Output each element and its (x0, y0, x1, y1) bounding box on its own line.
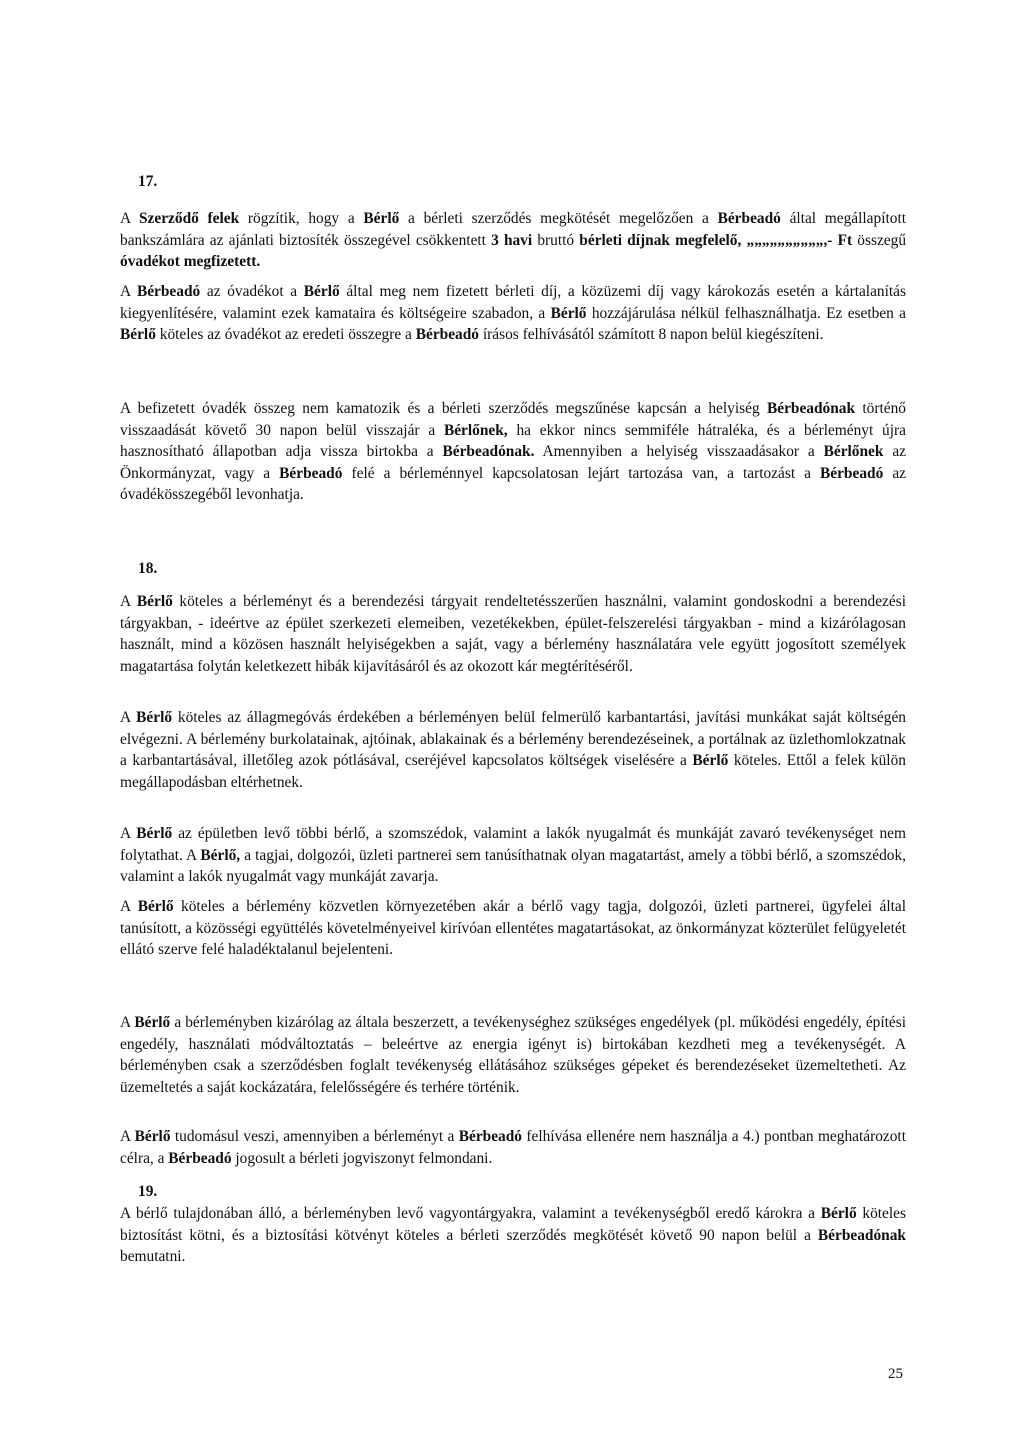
bold-term: Bérbeadó (820, 464, 884, 482)
section-18-paragraph-2 (120, 707, 906, 793)
section-19-paragraph-1 (120, 1203, 906, 1268)
text-run: jogosult a bérleti jogviszonyt felmondani. (231, 1149, 493, 1167)
text-run: A befizetett óvadék összeg nem kamatozik és a bérleti szerződés megszűnése kapcsán a helyiség (120, 400, 767, 417)
text-run: köteles biztosítást kötni, és a biztosítási kötvényt köteles a bérleti szerződés megkötését követő 90 napon belül a (120, 1205, 906, 1244)
text-run: Amennyiben a helyiség visszaadásakor a (534, 443, 824, 461)
bold-term: Bérlőnek, (443, 421, 508, 439)
text-run: a bérleti szerződés megkötését megelőzően a (399, 210, 718, 227)
text-run: A (120, 1128, 135, 1145)
text-run: a tagjai, dolgozói, üzleti partnerei sem tanúsíthatnak olyan magatartást, amely a többi bérlő, a szomszédok, valamint a lakók nyugalmát vagy munkáját zavarja. (120, 846, 907, 886)
text-run: az óvadékösszegéből levonhatja. (120, 464, 906, 504)
bold-term: Bérlő (820, 1205, 857, 1222)
bold-term: Bérbeadó (458, 1128, 523, 1145)
text-run: köteles a bérlemény közvetlen környezetében akár a bérlő vagy tagja, dolgozói, üzleti partnerei, ügyfelei által tanúsított, a közösségi együttélés követelményeivel kirívóan ellentétes magatartásokat, az önkormányzat közterület felügyeletét ellátó szerve felé haladéktalanul bejelenteni. (120, 898, 906, 959)
bold-term: Bérlő (136, 825, 173, 842)
bold-term: Bérlő (137, 898, 174, 915)
text-run: ha ekkor nincs semmiféle hátraléka, és a bérleményt újra hasznosítható állapotban adja vissza birtokba a (120, 421, 906, 461)
text-run: A (120, 210, 139, 227)
text-run: köteles. Ettől a felek külön megállapodásban eltérhetnek. (120, 752, 906, 791)
text-run: rögzítik, hogy a (239, 210, 364, 227)
section-17-paragraph-2 (120, 281, 906, 346)
bold-term: Bérlő (692, 752, 729, 770)
text-run: bemutatni. (120, 1248, 186, 1266)
text-run: köteles az óvadékot az eredeti összegre a (155, 326, 416, 344)
bold-term: Bérbeadó (717, 210, 781, 227)
text-run: hozzájárulása nélkül felhasználhatja. Ez esetben a (586, 304, 906, 322)
text-run: tudomásul veszi, amennyiben a bérleményt a (170, 1128, 459, 1145)
bold-term: 3 havi (491, 231, 533, 249)
text-run: által megállapított bankszámlára az ajánlati biztosíték összegével csökkentett (120, 210, 906, 249)
text-run: történő visszaadását követő 30 napon belül visszajár a (120, 400, 906, 439)
text-run: az óvadékot a (200, 283, 304, 300)
bold-term: Bérbeadó (168, 1149, 232, 1167)
bold-term: Bérlőnek (823, 443, 884, 461)
section-17-number: 17. (138, 173, 158, 190)
text-run: köteles az állagmegóvás érdekében a bérleményen belül felmerülő karbantartási, javítási munkákat saját költségén elvégezni. A bérlemény burkolatainak, ajtóinak, ablakainak és a bérlemény berendezéseinek, a portálnak az üzlethomlokzatnak a karbantartásával, illetőleg azok pótlásával, cseréjével kapcsolatos költségek viselésére a (120, 709, 906, 770)
text-run: által meg nem fizetett bérleti díj, a közüzemi díj vagy károkozás esetén a kártalanítás kiegyenlítésére, valamint ezek kamataira és költségeire szabadon, a (120, 283, 906, 322)
section-18-paragraph-5 (120, 1012, 906, 1098)
section-17-paragraph-3 (120, 398, 906, 506)
text-run: A (120, 1014, 135, 1031)
text-run: A (120, 709, 137, 726)
section-18-paragraph-6 (120, 1126, 906, 1169)
bold-term: Bérlő, (200, 846, 241, 864)
bold-term: Bérlő (303, 283, 340, 300)
text-run: az épületben levő többi bérlő, a szomszédok, valamint a lakók nyugalmát és munkáját zavaró tevékenységet nem folytathat. A (120, 825, 906, 864)
bold-term: Bérbeadónak (817, 1226, 906, 1244)
text-run: összegű (852, 231, 907, 249)
bold-term: Bérbeadó (136, 283, 201, 300)
text-run: felé a bérleménnyel kapcsolatosan lejárt tartozása van, a tartozást a (342, 464, 820, 482)
text-run: írásos felhívásától számított 8 napon belül kiegészíteni. (479, 326, 824, 344)
bold-term: Bérbeadó (415, 326, 479, 344)
text-run: az Önkormányzat, vagy a (120, 443, 906, 482)
text-run: A (120, 825, 137, 842)
bold-term: óvadékot megfizetett. (120, 253, 261, 271)
section-18-number: 18. (138, 560, 158, 577)
section-18-paragraph-1 (120, 591, 906, 677)
bold-term: Bérlő (134, 1128, 171, 1145)
page-number: 25 (888, 1366, 903, 1382)
text-run: A (120, 283, 137, 300)
section-18-paragraph-4 (120, 896, 906, 961)
bold-term: Szerződő felek (138, 210, 240, 227)
section-18-paragraph-3 (120, 823, 906, 888)
bold-term: Bérlő (134, 1014, 171, 1031)
bold-term: bérleti díjnak megfelelő, „„„„„„„„„„,- Ft (579, 231, 853, 249)
bold-term: Bérlő (363, 210, 400, 227)
text-run: A (120, 593, 137, 610)
bold-term: Bérlő (550, 304, 587, 322)
bold-term: Bérbeadónak (766, 400, 856, 417)
bold-term: Bérbeadónak. (442, 443, 535, 461)
text-run: felhívása ellenére nem használja a 4.) pontban meghatározott célra, a (120, 1128, 906, 1167)
text-run: a bérleményben kizárólag az általa beszerzett, a tevékenységhez szükséges engedélyek (pl. működési engedély, építési engedély, használati módváltoztatás – beleértve az energia igényt is) birtokában kezdheti meg a tevékenységét. A bérleményben csak a szerződésben foglalt tevékenység ellátásához szükséges gépeket és berendezéseket üzemeltetheti. Az üzemeltetés a saját kockázatára, felelősségére és terhére történik. (120, 1014, 906, 1096)
bold-term: Bérlő (136, 593, 173, 610)
section-19-number: 19. (138, 1183, 158, 1200)
text-run: A (120, 898, 138, 915)
text-run: köteles a bérleményt és a berendezési tárgyait rendeltetésszerűen használni, valamint gondoskodni a berendezési tárgyakban, - ideértve az épület szerkezeti elemeiben, vezetékekben, épület-felszerelési tárgyakban - mind a kizárólagosan használt, mind a közösen használt helyiségekben a saját, vagy a bérlemény használatára vele együtt jogosított személyek magatartása folytán keletkezett hibák kijavításáról és az okozott kár megtérítéséről. (120, 593, 906, 675)
bold-term: Bérlő (136, 709, 173, 726)
bold-term: Bérlő (120, 326, 156, 344)
text-run: bruttó (532, 231, 580, 249)
section-17-paragraph-1 (120, 208, 906, 273)
text-run: A bérlő tulajdonában álló, a bérleményben levő vagyontárgyakra, valamint a tevékenységből eredő károkra a (120, 1205, 821, 1222)
bold-term: Bérbeadó (279, 464, 343, 482)
